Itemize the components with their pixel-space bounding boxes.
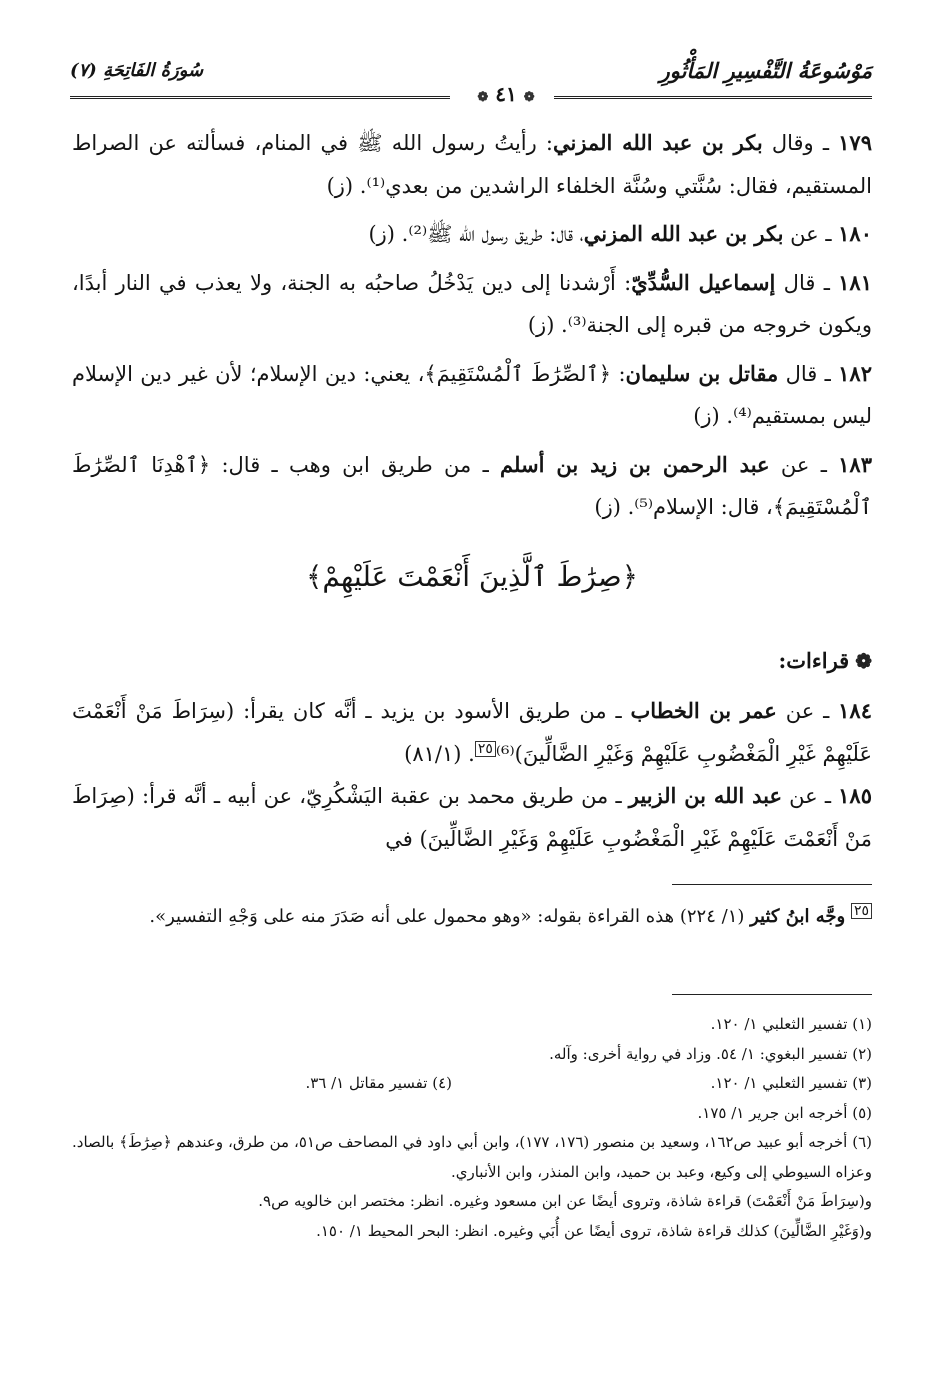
narration-text: : ﴿ٱلصِّرَٰطَ ٱلْمُسْتَقِيمَ﴾، يعني: دين الإسلام؛ لأن غير دين الإسلام ليس بمستقيم⁽⁴⁾. (ز) [72,361,872,428]
qiraat-heading [779,648,872,673]
footnote-3: (٣) تفسير الثعلبي ١/ ١٢٠. [710,1074,872,1092]
narration-citation: . (٨١/١) [404,741,475,766]
page-number: ٤١ [495,82,517,106]
ornament-icon: ❁ [477,90,489,105]
header-rule-left [70,96,450,99]
narrator-name: عبد الله بن الزبير [628,783,782,808]
footnote-row-3-4 [72,1069,872,1099]
header-rule-right [554,96,872,99]
footnote-2: (٢) تفسير البغوي: ١/ ٥٤. وزاد في رواية أخرى: وآله. [549,1044,872,1063]
narrator-name: عبد الرحمن بن زيد بن أسلم [500,451,770,477]
surah-title: سُورَةُ الفَاتِحَةِ (٧) [70,60,204,81]
narration-number: ١٧٩ [838,130,872,155]
footnote-6: (٦) أخرجه أبو عبيد ص١٦٢، وسعيد بن منصور (١٧٦، ١٧٧)، وابن أبي داود في المصاحف ص٥١، من طرق، وعندهم ﴿صِرَٰطَ﴾ بالصاد. وعزاه السيوطي إلى وكيع، وعبد بن حميد، وابن المنذر، وابن الأنباري. [72,1133,872,1181]
footnote-4: (٤) تفسير مقاتل ١/ ٣٦. [305,1074,452,1092]
narration-184 [72,690,872,775]
narration-text: : أَرْشدنا إلى دين يَدْخُلُ صاحبُه به الجنة، ولا يعذب في النار أبدًا، ويكون خروجه من قبره إلى الجنة⁽³⁾. (ز) [72,270,872,337]
narration-text: ـ من طريق ابن وهب ـ قال: ﴿ٱهْدِنَا ٱلصِّرَٰطَ ٱلْمُسْتَقِيمَ﴾، قال: الإسلام⁽⁵⁾. (ز) [72,452,872,519]
commentary-ref-marker: ٢٥ [475,741,496,757]
narration-180 [72,213,872,256]
narration-text: ـ من طريق الأسود بن يزيد ـ أنَّه كان يقرأ: (سِرَاطَ مَنْ أَنْعَمْتَ عَلَيْهِمْ غَيْرِ الْمَغْضُوبِ عَلَيْهِمْ وَغَيْرِ الضَّالِّينَ)⁽⁶⁾ [72,699,872,766]
narration-prefix: ـ قال [775,270,839,295]
narration-number: ١٨٢ [838,360,872,386]
narration-text: ، قال: طريق رسول الله ﷺ⁽²⁾. (ز) [368,222,584,246]
footnote-6-cont-a: و(سِرَاطَ مَنْ أَنْعَمْتَ) قراءة شاذة، وتروى أيضًا عن ابن مسعود وغيره. انظر: مختصر ابن خالويه ص٩. [258,1192,872,1210]
flower-icon: ❁ [855,649,872,673]
narration-number: ١٨١ [838,269,872,295]
narration-number: ١٨٤ [838,698,872,723]
running-header [70,56,872,106]
narration-prefix: ـ عن [769,452,839,477]
narration-prefix: ـ عن [776,699,839,723]
narration-prefix: ـ عن [783,222,839,246]
footnote-5: (٥) أخرجه ابن جرير ١/ ١٧٥. [697,1103,872,1122]
commentator-name: وجَّه ابنُ كثير [750,906,846,927]
narrator-name: مقاتل بن سليمان [625,360,779,386]
footnotes [72,1010,872,1246]
commentary-separator [672,884,872,885]
qiraat-heading-label: قراءات: [778,648,850,673]
narration-number: ١٨٥ [838,783,872,808]
narration-182 [72,353,872,438]
narrator-name: بكر بن عبد الله المزني [553,130,763,155]
narrator-name: بكر بن عبد الله المزني [583,221,784,246]
page-number-block [455,82,557,106]
narration-179 [72,122,872,207]
footnote-1: (١) تفسير الثعلبي ١/ ١٢٠. [710,1015,872,1033]
narration-text: ـ من طريق محمد بن عقبة اليَشْكُرِيّ، عن أبيه ـ أنَّه قرأ: (صِرَاطَ مَنْ أَنْعَمْتَ عَلَيْهِمْ غَيْرِ الْمَغْضُوبِ عَلَيْهِمْ وَغَيْرِ الضَّالِّينَ) في [72,784,872,851]
book-title: مَوْسُوعَةُ التَّفْسِيرِ المَأْثُورِ [659,58,872,83]
commentary-text: (١/ ٢٢٤) هذه القراءة بقوله: «وهو محمول على أنه صَدَرَ منه على وَجْهِ التفسير». [149,906,751,927]
narrator-name: عمر بن الخطاب [630,698,777,723]
narrator-name: إسماعيل السُّدِّيّ [631,269,776,295]
commentary-note [72,898,872,936]
qiraat-text [72,690,872,860]
narration-text: : رأيتُ رسول الله ﷺ في المنام، فسألته عن الصراط المستقيم، فقال: سُنَّتي وسُنَّة الخلفاء الراشدين من بعدي⁽¹⁾. (ز) [72,131,872,198]
footnote-6-cont-b: و(وَغَيْرِ الضَّالِّينَ) كذلك قراءة شاذة، تروى أيضًا عن أُبَي وغيره. انظر: البحر المحيط ١/ ١٥٠. [316,1221,872,1240]
narration-number: ١٨٣ [838,451,872,477]
quran-verse: ﴿صِرَٰطَ ٱلَّذِينَ أَنْعَمْتَ عَلَيْهِمْ﴾ [305,560,639,593]
narration-185 [72,775,872,860]
narration-prefix: ـ وقال [762,131,839,155]
narration-prefix: ـ قال [778,361,839,386]
commentary-ref-marker: ٢٥ [851,903,872,919]
narration-prefix: ـ عن [781,784,839,808]
ornament-icon: ❁ [523,90,535,105]
footnote-separator [672,994,872,995]
main-text [72,122,872,535]
narration-181 [72,262,872,347]
narration-number: ١٨٠ [838,221,872,246]
narration-183 [72,444,872,529]
